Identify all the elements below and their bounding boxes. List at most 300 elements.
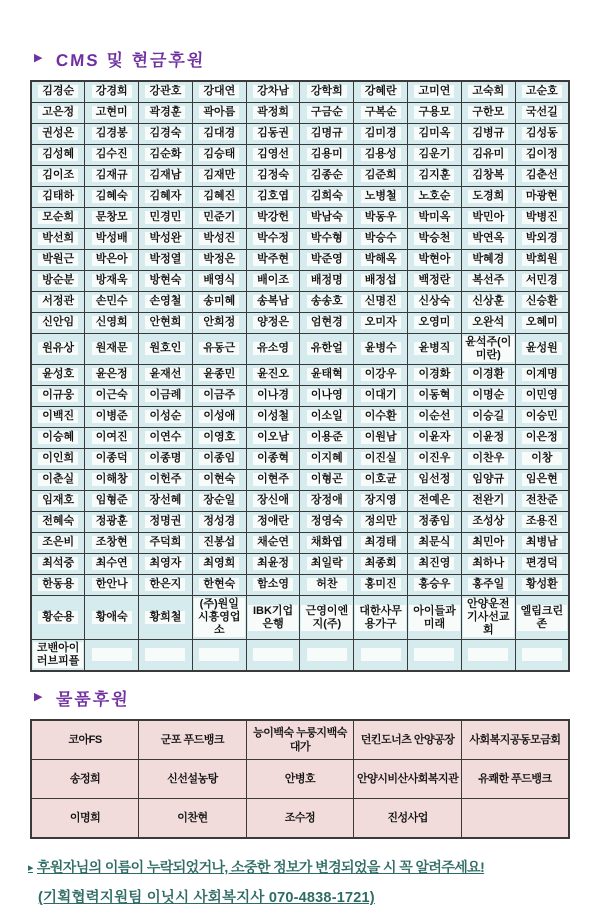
cell-text: 이소일	[307, 410, 347, 423]
cell-text: 이금주	[199, 389, 239, 402]
donor-cell	[300, 229, 354, 250]
cell-text: 최윤정	[253, 557, 293, 570]
cell-text: 박강헌	[253, 211, 293, 224]
cell-text: 김호엽	[253, 190, 293, 203]
cell-text: 손영철	[145, 295, 185, 308]
donor-cell	[85, 313, 139, 334]
donor-cell	[192, 596, 246, 640]
cell-text: 구용모	[414, 106, 454, 119]
donor-cell	[354, 491, 408, 512]
donor-cell	[461, 334, 515, 365]
cell-text: 고현미	[92, 106, 132, 119]
goods-donor-cell	[461, 720, 569, 760]
donor-cell	[515, 81, 569, 103]
donor-cell	[461, 554, 515, 575]
donor-cell	[31, 596, 85, 640]
donor-cell	[461, 640, 515, 672]
donor-cell	[354, 449, 408, 470]
cell-text: 이지혜	[307, 452, 347, 465]
goods-donor-cell	[246, 760, 354, 799]
donor-cell	[246, 596, 300, 640]
cell-text: 박원근	[38, 253, 78, 266]
cell-text: 아이들과미래	[409, 605, 460, 631]
cell-text: 신선설농탕	[167, 773, 218, 785]
donor-cell	[85, 124, 139, 145]
donor-cell	[354, 250, 408, 271]
cell-text: 김운기	[414, 148, 454, 161]
donor-cell	[461, 470, 515, 491]
cell-text: 고숙희	[468, 85, 508, 98]
cell-text: 박승수	[361, 232, 401, 245]
cell-text: 박동우	[361, 211, 401, 224]
cell-text: 대한사무용가구	[355, 605, 406, 631]
donor-cell	[139, 187, 193, 208]
donor-cell	[31, 640, 85, 672]
table-row	[31, 292, 569, 313]
cell-text: 서정관	[38, 295, 78, 308]
donor-cell	[408, 575, 462, 596]
cell-text: 윤병수	[361, 342, 401, 355]
cell-text: 이강우	[361, 368, 401, 381]
donor-cell	[515, 271, 569, 292]
cell-text: 전예은	[414, 494, 454, 507]
donor-cell	[300, 103, 354, 124]
cell-text: 신상숙	[414, 295, 454, 308]
donor-cell	[31, 449, 85, 470]
cell-text: 신안임	[38, 316, 78, 329]
donor-cell	[192, 103, 246, 124]
cell-text: 윤성원	[522, 342, 562, 355]
donor-cell	[246, 208, 300, 229]
cell-text: 이승혜	[38, 431, 78, 444]
donor-cell	[246, 365, 300, 386]
donor-cell	[300, 533, 354, 554]
donor-cell	[31, 292, 85, 313]
table-row	[31, 81, 569, 103]
donor-cell	[300, 124, 354, 145]
cell-text: 엄현경	[307, 316, 347, 329]
cell-text: 정의만	[361, 515, 401, 528]
cell-text: 오미자	[361, 316, 401, 329]
cell-text: 이근숙	[92, 389, 132, 402]
cell-text: 구한모	[468, 106, 508, 119]
table-row	[31, 365, 569, 386]
cell-text: 김용성	[361, 148, 401, 161]
donor-cell	[300, 575, 354, 596]
table-row	[31, 512, 569, 533]
cell-text: 최종회	[361, 557, 401, 570]
donor-cell	[192, 428, 246, 449]
cell-text: 최병남	[522, 536, 562, 549]
cell-text: 김경숙	[145, 127, 185, 140]
donor-cell	[31, 491, 85, 512]
donor-cell	[192, 292, 246, 313]
donor-cell	[85, 145, 139, 166]
cell-text: 모순희	[38, 211, 78, 224]
donor-cell	[354, 407, 408, 428]
donor-cell	[515, 449, 569, 470]
cell-text: 강학희	[307, 85, 347, 98]
donor-cell	[85, 271, 139, 292]
donor-cell	[31, 81, 85, 103]
cell-text: 고미연	[414, 85, 454, 98]
donor-cell	[461, 491, 515, 512]
cell-text: 곽경훈	[145, 106, 185, 119]
donor-cell	[515, 407, 569, 428]
goods-donor-cell	[31, 760, 139, 799]
donor-cell	[354, 271, 408, 292]
cell-text: 이윤정	[468, 431, 508, 444]
cell-text: 이종덕	[92, 452, 132, 465]
cell-text	[522, 648, 562, 661]
cell-text: 정영숙	[307, 515, 347, 528]
cell-text: 조성상	[468, 515, 508, 528]
cell-text: 이명순	[468, 389, 508, 402]
goods-donor-cell	[139, 760, 247, 799]
cell-text: 조수정	[284, 812, 316, 824]
donor-cell	[408, 334, 462, 365]
donor-cell	[461, 103, 515, 124]
cell-text: 김용미	[307, 148, 347, 161]
donor-cell	[461, 271, 515, 292]
donor-cell	[515, 166, 569, 187]
cell-text: 한안나	[92, 578, 132, 591]
cell-text: 박성진	[199, 232, 239, 245]
donor-cell	[85, 407, 139, 428]
donor-cell	[515, 229, 569, 250]
cell-text: 김경봉	[92, 127, 132, 140]
cell-text: 조창현	[92, 536, 132, 549]
donor-cell	[31, 512, 85, 533]
donor-cell	[300, 449, 354, 470]
cell-text: 이창	[522, 452, 562, 465]
cash-donors-table	[30, 80, 570, 672]
donor-cell	[192, 271, 246, 292]
table-row	[31, 407, 569, 428]
cell-text: 박미옥	[414, 211, 454, 224]
cell-text: 이윤자	[414, 431, 454, 444]
cell-text: 노병철	[361, 190, 401, 203]
donor-cell	[461, 166, 515, 187]
cell-text: 편경덕	[522, 557, 562, 570]
cell-text: 권성은	[38, 127, 78, 140]
donor-cell	[300, 470, 354, 491]
donor-cell	[192, 124, 246, 145]
donor-cell	[139, 166, 193, 187]
cell-text: 김준희	[361, 169, 401, 182]
goods-donors-table	[30, 719, 570, 839]
goods-donor-cell	[354, 720, 462, 760]
cell-text: 이종명	[145, 452, 185, 465]
donor-cell	[408, 407, 462, 428]
donor-cell	[515, 208, 569, 229]
donor-cell	[31, 271, 85, 292]
cell-text: 함소영	[253, 578, 293, 591]
cell-text	[361, 648, 401, 661]
cell-text: 김동권	[253, 127, 293, 140]
section-title-cash	[34, 46, 570, 71]
donor-cell	[461, 596, 515, 640]
donor-cell	[408, 145, 462, 166]
cash-section-label: CMS 및 현금후원	[55, 51, 207, 70]
donor-cell	[408, 386, 462, 407]
cell-text: 이여진	[92, 431, 132, 444]
donor-cell	[461, 533, 515, 554]
donor-cell	[192, 313, 246, 334]
donor-cell	[192, 166, 246, 187]
donor-cell	[246, 145, 300, 166]
cell-text: 박혜경	[468, 253, 508, 266]
donor-cell	[85, 103, 139, 124]
donor-cell	[408, 292, 462, 313]
cell-text: 김미경	[361, 127, 401, 140]
cell-text: 주덕희	[145, 536, 185, 549]
donor-cell	[300, 554, 354, 575]
cell-text: 원유상	[38, 342, 78, 355]
cell-text: 이해창	[92, 473, 132, 486]
donor-cell	[408, 428, 462, 449]
cell-text: 이승길	[468, 410, 508, 423]
cell-text: 구금순	[307, 106, 347, 119]
cell-text: 이은정	[522, 431, 562, 444]
donor-cell	[31, 313, 85, 334]
donor-cell	[300, 512, 354, 533]
donor-cell	[408, 81, 462, 103]
cell-text: 진성사업	[387, 812, 428, 824]
donor-cell	[515, 292, 569, 313]
cell-text: 안양시비산사회복지관	[356, 773, 459, 785]
cell-text	[253, 648, 293, 661]
cell-text: 이순선	[414, 410, 454, 423]
donor-cell	[354, 428, 408, 449]
donor-cell	[139, 449, 193, 470]
donor-cell	[139, 365, 193, 386]
cell-text: 오혜미	[522, 316, 562, 329]
donor-cell	[139, 124, 193, 145]
donor-cell	[461, 208, 515, 229]
donor-cell	[139, 81, 193, 103]
table-row	[31, 145, 569, 166]
cell-text: 최영희	[199, 557, 239, 570]
cell-text: 고은정	[38, 106, 78, 119]
cell-text: 박남숙	[307, 211, 347, 224]
cell-text: 장선혜	[145, 494, 185, 507]
cell-text: 이현주	[253, 473, 293, 486]
cell-text: 홍승우	[414, 578, 454, 591]
cell-text: 유쾌한 푸드뱅크	[478, 773, 552, 785]
donor-cell	[31, 166, 85, 187]
donor-cell	[85, 365, 139, 386]
cell-text: 윤진오	[253, 368, 293, 381]
cell-text: 김경순	[38, 85, 78, 98]
donor-cell	[408, 271, 462, 292]
donor-cell	[85, 250, 139, 271]
cell-text: 능이백숙 누룽지백숙 대가	[253, 727, 347, 753]
cell-text: 김지훈	[414, 169, 454, 182]
cell-text: 이금례	[145, 389, 185, 402]
cell-text: 이성애	[199, 410, 239, 423]
cell-text: 박희원	[522, 253, 562, 266]
donor-cell	[139, 250, 193, 271]
cell-text: 장순일	[199, 494, 239, 507]
donor-cell	[85, 208, 139, 229]
donor-cell	[461, 124, 515, 145]
cell-text: 이호균	[361, 473, 401, 486]
cell-text: 장지영	[361, 494, 401, 507]
donor-cell	[246, 124, 300, 145]
donor-cell	[515, 103, 569, 124]
cell-text: 이성순	[145, 410, 185, 423]
table-row	[31, 720, 569, 760]
donor-cell	[246, 428, 300, 449]
cell-text: 이경화	[414, 368, 454, 381]
donor-cell	[31, 575, 85, 596]
cell-text: 한동용	[38, 578, 78, 591]
donor-cell	[408, 449, 462, 470]
donor-cell	[31, 554, 85, 575]
cell-text: 신승환	[522, 295, 562, 308]
cell-text: 윤은정	[92, 368, 132, 381]
table-row	[31, 449, 569, 470]
table-row	[31, 533, 569, 554]
cell-text: 유동근	[199, 342, 239, 355]
cell-text: 송미혜	[199, 295, 239, 308]
donor-cell	[300, 407, 354, 428]
donor-cell	[31, 407, 85, 428]
donor-cell	[139, 313, 193, 334]
cell-text: 정애란	[253, 515, 293, 528]
cell-text: 장신애	[253, 494, 293, 507]
cell-text: 이찬현	[177, 812, 208, 824]
cell-text: 정성경	[199, 515, 239, 528]
cell-text: 이현숙	[199, 473, 239, 486]
cell-text: 복선주	[468, 274, 508, 287]
cell-text: 이영호	[199, 431, 239, 444]
donor-cell	[139, 292, 193, 313]
donor-cell	[192, 386, 246, 407]
document-page	[0, 46, 600, 907]
cell-text: 이오남	[253, 431, 293, 444]
donor-cell	[515, 428, 569, 449]
donor-cell	[515, 512, 569, 533]
cell-text: 김재남	[145, 169, 185, 182]
footer-notice-block	[28, 857, 570, 907]
cell-text: 이연수	[145, 431, 185, 444]
donor-cell	[461, 292, 515, 313]
cell-text: 윤성호	[38, 368, 78, 381]
table-row	[31, 640, 569, 672]
cell-text: 진봉섭	[199, 536, 239, 549]
donor-cell	[192, 512, 246, 533]
cell-text: 박승천	[414, 232, 454, 245]
cell-text: 안현희	[145, 316, 185, 329]
donor-cell	[246, 491, 300, 512]
donor-cell	[515, 334, 569, 365]
table-row	[31, 760, 569, 799]
donor-cell	[354, 292, 408, 313]
donor-cell	[354, 575, 408, 596]
donor-cell	[300, 640, 354, 672]
triangle-bullet-icon: ▶	[34, 691, 43, 703]
donor-cell	[192, 187, 246, 208]
donor-cell	[85, 575, 139, 596]
goods-donor-cell	[461, 799, 569, 839]
cell-text: 채순연	[253, 536, 293, 549]
cell-text: 이나영	[307, 389, 347, 402]
donor-cell	[408, 533, 462, 554]
donor-cell	[246, 334, 300, 365]
donor-cell	[85, 596, 139, 640]
cell-text: 이병준	[92, 410, 132, 423]
donor-cell	[246, 250, 300, 271]
donor-cell	[139, 533, 193, 554]
cell-text: 이종혁	[253, 452, 293, 465]
donor-cell	[31, 124, 85, 145]
cell-text: 신영희	[92, 316, 132, 329]
donor-cell	[31, 208, 85, 229]
donor-cell	[246, 81, 300, 103]
table-row	[31, 166, 569, 187]
donor-cell	[461, 250, 515, 271]
donor-cell	[139, 271, 193, 292]
cell-text: 김병규	[468, 127, 508, 140]
cell-text: 이인희	[38, 452, 78, 465]
cell-text: 임형준	[92, 494, 132, 507]
goods-donor-cell	[139, 799, 247, 839]
cell-text: 최석중	[38, 557, 78, 570]
donor-cell	[192, 640, 246, 672]
table-row	[31, 271, 569, 292]
goods-donor-cell	[31, 720, 139, 760]
cell-text: 윤병직	[414, 342, 454, 355]
donor-cell	[139, 491, 193, 512]
cell-text: 배이조	[253, 274, 293, 287]
cell-text: 장정애	[307, 494, 347, 507]
table-row	[31, 491, 569, 512]
cell-text: 박주현	[253, 253, 293, 266]
cell-text: 이동혁	[414, 389, 454, 402]
donor-cell	[85, 449, 139, 470]
donor-cell	[300, 334, 354, 365]
donor-cell	[354, 533, 408, 554]
cell-text: 던킨도너츠 안양공장	[360, 734, 455, 746]
donor-cell	[139, 470, 193, 491]
donor-cell	[139, 334, 193, 365]
cell-text: 김혜진	[199, 190, 239, 203]
cell-text: 홍주일	[468, 578, 508, 591]
donor-cell	[85, 229, 139, 250]
donor-cell	[31, 365, 85, 386]
donor-cell	[408, 313, 462, 334]
cell-text: 양정은	[253, 316, 293, 329]
cell-text: 코아FS	[68, 734, 102, 746]
cell-text: 윤석주(이미란)	[463, 336, 514, 362]
cell-text: 임양규	[468, 473, 508, 486]
cell-text: 전혜숙	[38, 515, 78, 528]
cell-text: 이나경	[253, 389, 293, 402]
donor-cell	[461, 575, 515, 596]
donor-cell	[192, 575, 246, 596]
donor-cell	[192, 145, 246, 166]
cell-text: 원재문	[92, 342, 132, 355]
donor-cell	[246, 575, 300, 596]
donor-cell	[246, 271, 300, 292]
cell-text: 김승태	[199, 148, 239, 161]
donor-cell	[139, 386, 193, 407]
table-row	[31, 799, 569, 839]
goods-section-label: 물품후원	[55, 690, 131, 709]
cell-text: 강대연	[199, 85, 239, 98]
